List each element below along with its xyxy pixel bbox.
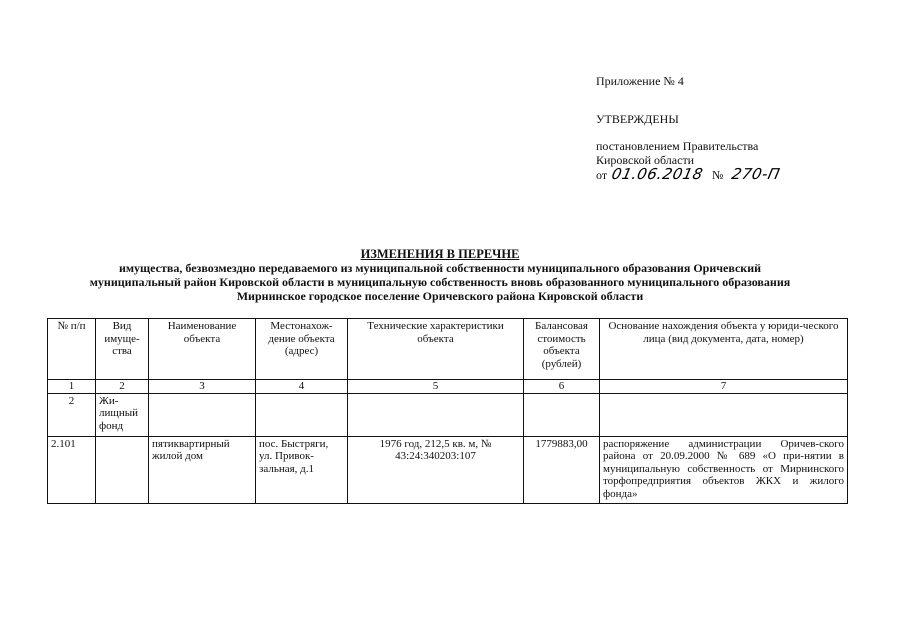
row-address: пос. Быстряги, ул. Привок-зальная, д.1 [256, 436, 348, 503]
group-row-housing [48, 393, 848, 436]
approval-date-line [596, 167, 886, 182]
document-heading [40, 247, 840, 303]
column-number: 6 [524, 380, 600, 394]
approved-by-line1: постановлением Правительства [596, 139, 759, 153]
row-number: 2.101 [48, 436, 96, 503]
table-header-row [48, 319, 848, 380]
header-cell: Технические характеристики объекта [348, 319, 524, 380]
header-cell: Вид имуще-ства [96, 319, 149, 380]
header-cell: Основание нахождения объекта у юриди-ческого лица (вид документа, дата, номер) [600, 319, 848, 380]
empty-cell [600, 393, 848, 436]
property-table [47, 318, 848, 504]
column-number: 7 [600, 380, 848, 394]
approved-by-line2: Кировской области [596, 153, 695, 167]
column-number: 3 [149, 380, 256, 394]
row-balance-value: 1779883,00 [524, 436, 600, 503]
handwritten-date: 01.06.2018 [610, 165, 705, 183]
header-cell: № п/п [48, 319, 96, 380]
document-title: ИЗМЕНЕНИЯ В ПЕРЕЧНЕ [360, 247, 520, 261]
header-cell: Местонахож-дение объекта (адрес) [256, 319, 348, 380]
group-number: 2 [48, 393, 96, 436]
empty-cell [348, 393, 524, 436]
header-cell: Наименование объекта [149, 319, 256, 380]
column-number-row [48, 380, 848, 394]
column-number: 2 [96, 380, 149, 394]
column-number: 5 [348, 380, 524, 394]
table-row [48, 436, 848, 503]
approved-label: УТВЕРЖДЕНЫ [596, 112, 679, 126]
heading-line-1: имущества, безвозмездно передаваемого из муниципальной собственности муниципального образования Оричевский [118, 261, 762, 275]
handwritten-number: 270-П [730, 165, 783, 183]
group-kind: Жи-лищный фонд [96, 393, 149, 436]
date-prefix: от [596, 168, 608, 182]
empty-cell [256, 393, 348, 436]
row-basis: распоряжение администрации Оричев-ского района от 20.09.2000 № 689 «О при-нятии в муниципальную собственность от Мирнинского торфопредприятия объектов ЖКХ и жилого фонда» [600, 436, 848, 503]
header-cell: Балансовая стоимость объекта (рублей) [524, 319, 600, 380]
heading-line-2: муниципальный район Кировской области в муниципальную собственность вновь образованного муниципального образования [89, 275, 791, 289]
heading-line-3: Мирнинское городское поселение Оричевского района Кировской области [236, 289, 644, 303]
row-kind [96, 436, 149, 503]
empty-cell [149, 393, 256, 436]
row-object-name: пятиквартирный жилой дом [149, 436, 256, 503]
column-number: 1 [48, 380, 96, 394]
column-number: 4 [256, 380, 348, 394]
number-prefix: № [711, 168, 724, 182]
appendix-label: Приложение № 4 [596, 74, 684, 88]
row-tech-specs: 1976 год, 212,5 кв. м, № 43:24:340203:107 [348, 436, 524, 503]
approval-block [596, 74, 886, 182]
empty-cell [524, 393, 600, 436]
